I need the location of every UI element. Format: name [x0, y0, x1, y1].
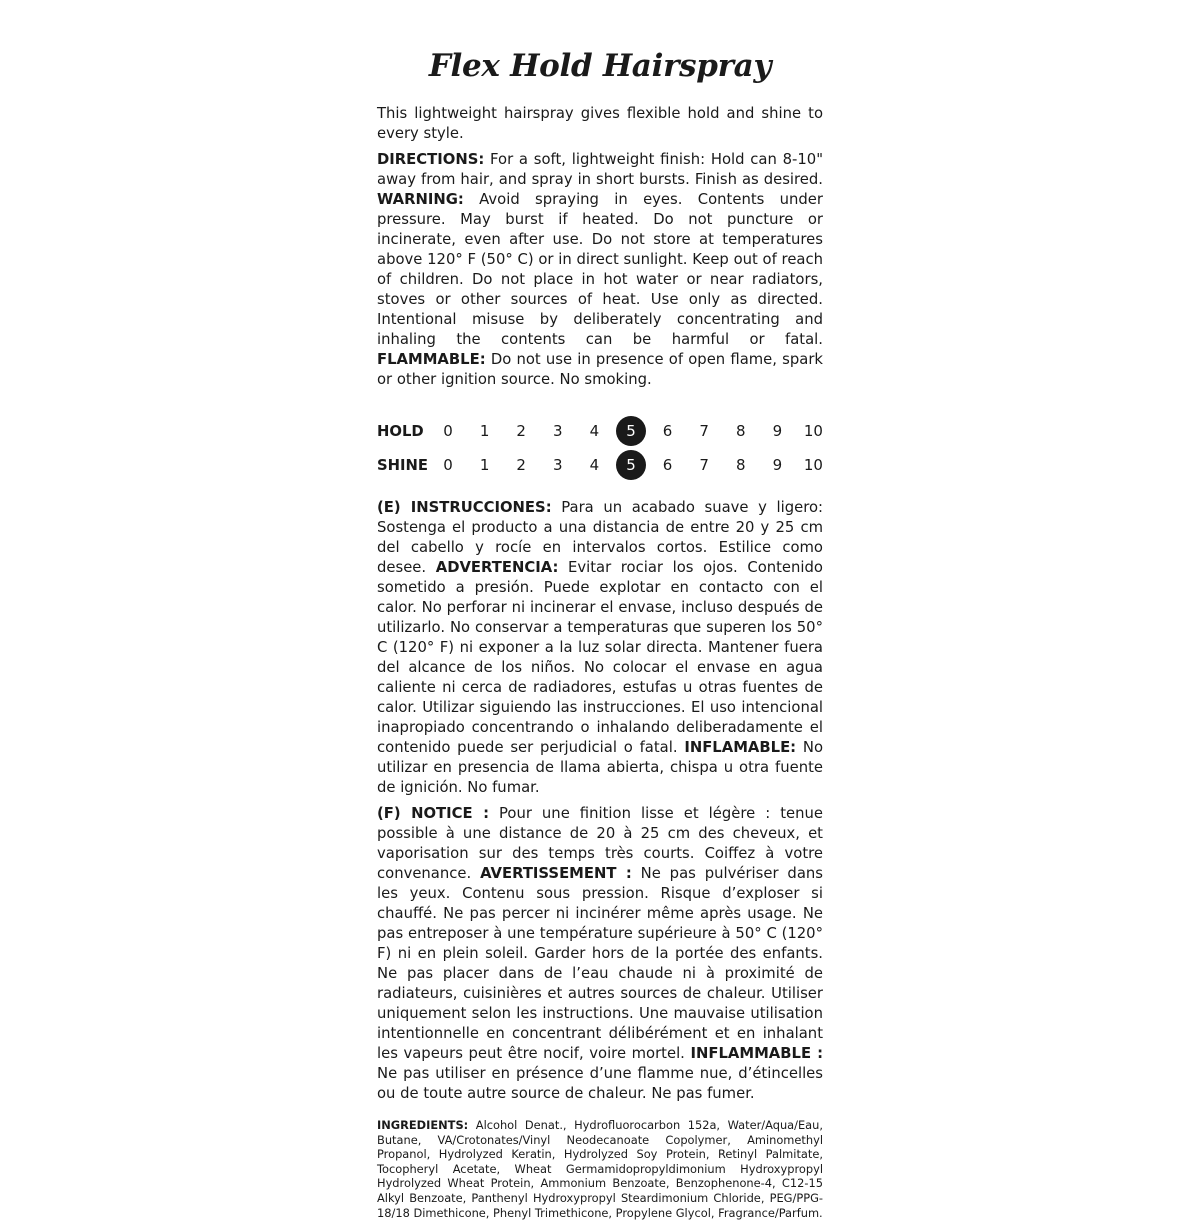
- hold-scale-6: 6: [662, 422, 673, 440]
- shine-scale-9: 9: [772, 456, 783, 474]
- hold-scale-9: 9: [772, 422, 783, 440]
- hold-scale-5-selected: 5: [616, 416, 646, 446]
- inflamable-text: No utilizar en presencia de llama abierta, chispa u otra fuente de ignición. No fumar.: [377, 739, 823, 796]
- shine-label: SHINE: [377, 456, 429, 474]
- inflamable-heading: INFLAMABLE:: [684, 739, 797, 756]
- instrucciones-heading: (E) INSTRUCCIONES:: [377, 499, 552, 516]
- warning-heading: WARNING:: [377, 191, 464, 208]
- shine-scale-8: 8: [735, 456, 746, 474]
- hold-scale-3: 3: [553, 422, 563, 440]
- product-title: Flex Hold Hairspray: [428, 48, 772, 84]
- advertencia-heading: ADVERTENCIA:: [435, 559, 559, 576]
- hold-scale-2: 2: [516, 422, 526, 440]
- warning-text: Avoid spraying in eyes. Contents under pressure. May burst if heated. Do not puncture or incinerate, even after use. Do not store at temperatures above 120° F (50° C) or in direct sunlight. Keep out of reach of children. Do not place in hot water or near radiators, stoves or other sources of heat. Use only as directed. Intentional misuse by deliberately concentrating and inhaling the contents can be harmful or fatal.: [377, 191, 823, 348]
- flammable-heading: FLAMMABLE:: [377, 351, 486, 368]
- advertencia-text: Evitar rociar los ojos. Contenido sometido a presión. Puede explotar en contacto con el calor. No perforar ni incinerar el envase, incluso después de utilizarlo. No conservar a temperaturas que superen los 50° C (120° F) ni exponer a la luz solar directa. Mantener fuera del alcance de los niños. No colocar el envase en agua caliente ni cerca de radiadores, estufas u otras fuentes de calor. Utilizar siguiendo las instrucciones. El uso intencional inapropiado concentrando o inhalando deliberadamente el contenido puede ser perjudicial o fatal.: [377, 559, 823, 756]
- flammable-text: Do not use in presence of open flame, spark or other ignition source. No smoking.: [377, 351, 823, 388]
- shine-scale-numbers: [431, 450, 823, 480]
- hold-scale-8: 8: [735, 422, 746, 440]
- shine-scale-4: 4: [589, 456, 600, 474]
- shine-scale-1: 1: [479, 456, 490, 474]
- hold-scale-4: 4: [589, 422, 600, 440]
- shine-scale-6: 6: [662, 456, 673, 474]
- notice-heading: (F) NOTICE :: [377, 805, 489, 822]
- shine-scale-0: 0: [443, 456, 453, 474]
- french-directions: [377, 804, 823, 1104]
- instrucciones-text: Para un acabado suave y ligero: Sostenga el producto a una distancia de entre 20 y 25 cm del cabello y rocíe en intervalos cortos. Estilice como desee.: [377, 499, 824, 576]
- hold-scale-1: 1: [479, 422, 490, 440]
- shine-scale-10: 10: [803, 456, 823, 474]
- ingredients-heading: INGREDIENTS:: [377, 1118, 469, 1132]
- hold-scale-0: 0: [443, 422, 453, 440]
- rating-scales: [377, 414, 823, 482]
- shine-scale-7: 7: [699, 456, 709, 474]
- avertissement-text: Ne pas pulvériser dans les yeux. Contenu sous pression. Risque d’exploser si chauffé. Ne pas percer ni incinérer même après usage. Ne pas entreposer à une température supérieure à 50° C (120° F) ni en plein soleil. Garder hors de la portée des enfants. Ne pas placer dans de l’eau chaude ni à proximité de radiateurs, cuisinières et autres sources de chaleur. Utiliser uniquement selon les instructions. Une mauvaise utilisation intentionnelle en concentrant délibérément et en inhalant les vapeurs peut être nocif, voire mortel.: [377, 865, 823, 1062]
- hold-scale-numbers: [431, 416, 823, 446]
- hold-scale: [377, 414, 823, 448]
- shine-scale-2: 2: [516, 456, 526, 474]
- ingredients-list: [377, 1118, 823, 1220]
- directions-heading: DIRECTIONS:: [377, 151, 485, 168]
- hold-label: HOLD: [377, 422, 424, 440]
- hold-scale-7: 7: [699, 422, 709, 440]
- directions-text: For a soft, lightweight finish: Hold can 8-10" away from hair, and spray in short bursts. Finish as desired.: [377, 151, 823, 188]
- product-label: [377, 46, 823, 1220]
- english-directions: [377, 150, 823, 390]
- ingredients-text: Alcohol Denat., Hydrofluorocarbon 152a, Water/Aqua/Eau, Butane, VA/Crotonates/Vinyl Neodecanoate Copolymer, Aminomethyl Propanol, Hydrolyzed Keratin, Hydrolyzed Soy Protein, Retinyl Palmitate, Tocopheryl Acetate, Wheat Germamidopropyldimonium Hydroxypropyl Hydrolyzed Wheat Protein, Ammonium Benzoate, Benzophenone-4, C12-15 Alkyl Benzoate, Panthenyl Hydroxypropyl Steardimonium Chloride, PEG/PPG-18/18 Dimethicone, Phenyl Trimethicone, Propylene Glycol, Fragrance/Parfum.: [377, 1118, 823, 1220]
- notice-text: Pour une finition lisse et légère : tenue possible à une distance de 20 à 25 cm des cheveux, et vaporisation sur des temps très courts. Coiffez à votre convenance.: [377, 805, 823, 882]
- spanish-directions: [377, 498, 823, 798]
- shine-scale-5-selected: 5: [616, 450, 646, 480]
- inflammable-heading: INFLAMMABLE :: [690, 1045, 823, 1062]
- intro-text: This lightweight hairspray gives flexible hold and shine to every style.: [377, 105, 823, 142]
- avertissement-heading: AVERTISSEMENT :: [480, 865, 632, 882]
- inflammable-text: Ne pas utiliser en présence d’une flamme nue, d’étincelles ou de toute autre source de chaleur. Ne pas fumer.: [377, 1065, 823, 1102]
- hold-scale-10: 10: [803, 422, 823, 440]
- shine-scale-3: 3: [553, 456, 563, 474]
- shine-scale: [377, 448, 823, 482]
